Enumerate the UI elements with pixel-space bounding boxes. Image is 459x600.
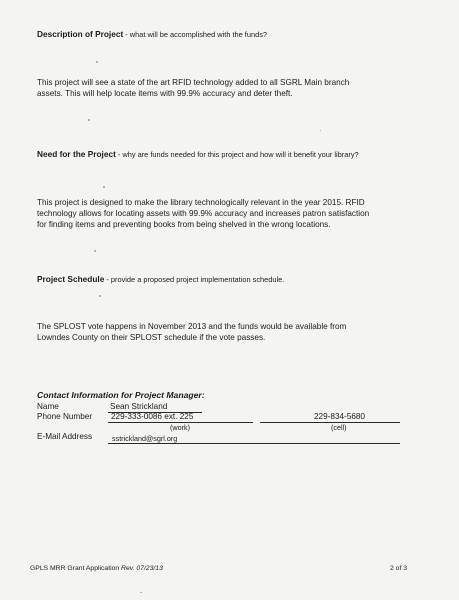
section-hint: - why are funds needed for this project and how will it benefit your library?: [115, 150, 359, 159]
section-title: Project Schedule: [37, 274, 105, 284]
email-label: E-Mail Address: [37, 432, 93, 441]
contact-title: Contact Information for Project Manager:: [37, 390, 205, 400]
phone-cell-underline: [260, 422, 400, 423]
email-value: sstrickland@sgrl.org: [112, 434, 178, 443]
form-name: GPLS MRR Grant Application: [30, 565, 122, 572]
email-underline: [108, 443, 400, 444]
phone-cell-value: 229-834-5680: [314, 412, 365, 421]
section-heading-description: [37, 29, 267, 39]
body-line: This project will see a state of the art RFID technology added to all SGRL Main branch: [37, 78, 350, 87]
body-line: for finding items and preventing books from being shelved in the wrong locations.: [37, 220, 331, 229]
work-caption: (work): [170, 423, 190, 432]
scan-speck: [94, 250, 96, 252]
section-title: Description of Project: [37, 29, 124, 39]
section-body-need: [37, 197, 369, 230]
section-body-schedule: [37, 321, 346, 343]
body-line: assets. This will help locate items with 99.9% accuracy and deter theft.: [37, 89, 293, 98]
section-hint: - what will be accomplished with the funds?: [123, 30, 267, 39]
body-line: Lowndes County on their SPLOST schedule if the vote passes.: [37, 333, 266, 342]
phone-label: Phone Number: [37, 412, 93, 421]
cell-caption: (cell): [331, 423, 347, 432]
form-revision: Rev. 07/23/13: [121, 565, 163, 572]
section-hint: - provide a proposed project implementation schedule.: [104, 275, 285, 284]
page-number: 2 of 3: [390, 565, 408, 572]
scan-speck: [103, 186, 105, 188]
footer-form-name: [30, 565, 163, 572]
scan-speck: [140, 592, 142, 593]
scan-speck: [88, 119, 90, 121]
section-body-description: [37, 77, 349, 99]
name-label: Name: [37, 402, 59, 411]
name-value: Sean Strickland: [110, 402, 168, 411]
section-heading-schedule: [37, 274, 284, 284]
section-heading-need: [37, 149, 359, 159]
section-title: Need for the Project: [37, 149, 116, 159]
scan-speck: [320, 130, 321, 131]
body-line: technology allows for locating assets with 99.9% accuracy and increases patron satisfaction: [37, 209, 370, 218]
body-line: The SPLOST vote happens in November 2013 and the funds would be available from: [37, 322, 347, 331]
scan-speck: [96, 61, 98, 63]
body-line: This project is designed to make the library technologically relevant in the year 2015. RFID: [37, 198, 365, 207]
phone-work-value: 229-333-0086 ext. 225: [111, 412, 194, 421]
scan-speck: [99, 295, 101, 297]
